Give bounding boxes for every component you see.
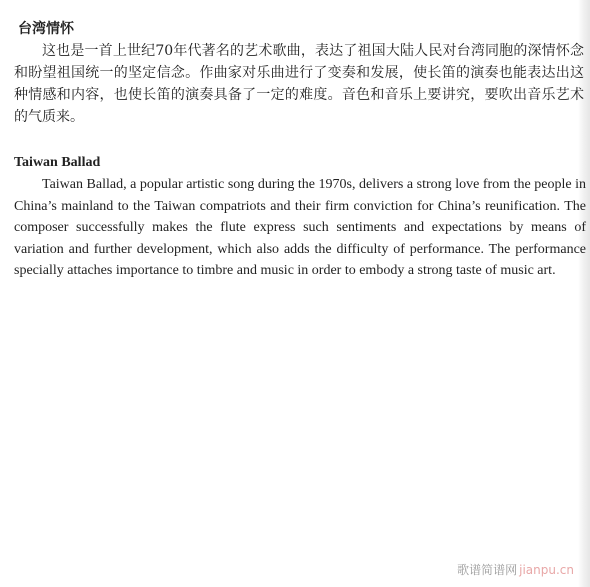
chinese-title: 台湾情怀	[18, 21, 74, 37]
english-paragraph: Taiwan Ballad, a popular artistic song during the 1970s, delivers a strong love from the people in China’s mainland to the Taiwan compatriots and their firm conviction for China’s reunification. The composer successfully makes the flute express such sentiments and expectations by means of variation and further development, which also adds the difficulty of performance. The performance specially attaches importance to timbre and music in order to embody a strong taste of music art.	[14, 177, 586, 278]
watermark-site-name: 歌谱简谱网	[457, 563, 518, 577]
watermark	[457, 563, 574, 577]
watermark-url: jianpu.cn	[519, 563, 574, 577]
chinese-paragraph: 这也是一首上世纪70年代著名的艺术歌曲，表达了祖国大陆人民对台湾同胞的深情怀念和盼望祖国统一的坚定信念。作曲家对乐曲进行了变奏和发展，使长笛的演奏也能表达出这种情感和内容，也使长笛的演奏具备了一定的难度。音色和音乐上要讲究，要吹出音乐艺术的气质来。	[14, 43, 584, 125]
english-title: Taiwan Ballad	[14, 155, 101, 170]
